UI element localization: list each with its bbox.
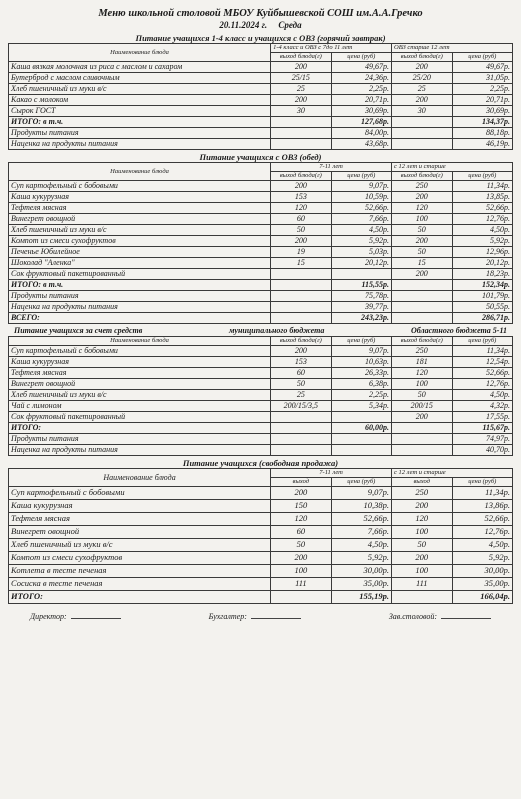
price-cell: 84,00р. bbox=[331, 128, 391, 139]
output-cell: 50 bbox=[271, 539, 331, 552]
dish-name-cell: Каша кукурузная bbox=[9, 500, 271, 513]
group-header: ОВЗ старше 12 лет bbox=[392, 44, 513, 53]
price-cell: 52,66р. bbox=[452, 203, 513, 214]
dish-name-cell: Винегрет овощной bbox=[9, 214, 271, 225]
dish-name-cell: Бутерброд с маслом сливочным bbox=[9, 73, 271, 84]
output-cell: 25 bbox=[271, 390, 331, 401]
table-row bbox=[9, 302, 513, 313]
dish-name-cell: Тефтеля мясная bbox=[9, 513, 271, 526]
table-row bbox=[9, 368, 513, 379]
table-row bbox=[9, 401, 513, 412]
price-cell: 155,19р. bbox=[331, 591, 391, 604]
document-title: Меню школьной столовой МБОУ Куйбышевской СОШ им.А.А.Гречко bbox=[98, 8, 423, 19]
price-cell: 18,23р. bbox=[452, 269, 513, 280]
output-cell: 181 bbox=[392, 357, 452, 368]
dish-name-cell: Хлеб пшеничный из муки в/с bbox=[9, 390, 271, 401]
price-cell: 4,50р. bbox=[452, 539, 513, 552]
price-cell: 31,05р. bbox=[452, 73, 513, 84]
output-cell: 111 bbox=[392, 578, 452, 591]
output-cell: 250 bbox=[392, 346, 452, 357]
price-cell: 2,25р. bbox=[331, 84, 391, 95]
price-cell bbox=[331, 412, 391, 423]
table-row bbox=[9, 106, 513, 117]
dish-name-cell: Суп картофельный с бобовыми bbox=[9, 487, 271, 500]
output-cell: 100 bbox=[392, 526, 452, 539]
dish-name-cell: Хлеб пшеничный из муки в/с bbox=[9, 225, 271, 236]
column-header-output: выход блюда(г) bbox=[271, 337, 331, 346]
price-cell: 35,00р. bbox=[331, 578, 391, 591]
price-cell: 6,38р. bbox=[331, 379, 391, 390]
price-cell: 30,69р. bbox=[331, 106, 391, 117]
section-breakfast-title: Питание учащихся 1-4 класс и учащихся с ОВЗ (горячий завтрак) bbox=[135, 33, 386, 43]
output-cell: 200 bbox=[392, 236, 452, 247]
dish-name-cell: Наценка на продукты питания bbox=[9, 302, 271, 313]
table-row bbox=[9, 214, 513, 225]
output-cell bbox=[392, 280, 452, 291]
output-cell: 25 bbox=[271, 84, 331, 95]
table-row bbox=[9, 379, 513, 390]
column-header-name: Наименование блюда bbox=[9, 469, 271, 487]
output-cell bbox=[392, 313, 452, 324]
output-cell bbox=[271, 412, 331, 423]
column-header-price: цена (руб) bbox=[452, 53, 513, 62]
price-cell: 20,71р. bbox=[331, 95, 391, 106]
output-cell: 50 bbox=[392, 225, 452, 236]
output-cell: 50 bbox=[392, 247, 452, 258]
price-cell: 12,76р. bbox=[452, 214, 513, 225]
output-cell: 200 bbox=[392, 269, 452, 280]
price-cell: 43,68р. bbox=[331, 139, 391, 150]
group-header: с 12 лет и старше bbox=[392, 469, 513, 478]
price-cell: 9,07р. bbox=[331, 346, 391, 357]
price-cell: 4,50р. bbox=[452, 390, 513, 401]
dish-name-cell: Шоколад "Аленка" bbox=[9, 258, 271, 269]
table-row bbox=[9, 513, 513, 526]
output-cell: 120 bbox=[392, 513, 452, 526]
column-header-output: выход блюда(г) bbox=[271, 172, 331, 181]
price-cell: 5,92р. bbox=[331, 236, 391, 247]
table-row bbox=[9, 445, 513, 456]
output-cell: 25/15 bbox=[271, 73, 331, 84]
price-cell: 17,55р. bbox=[452, 412, 513, 423]
signature-underline bbox=[71, 618, 121, 619]
output-cell bbox=[271, 280, 331, 291]
budget-table bbox=[8, 336, 513, 456]
table-row bbox=[9, 247, 513, 258]
table-row bbox=[9, 591, 513, 604]
dish-name-cell: Суп картофельный с бобовыми bbox=[9, 181, 271, 192]
table-header-row bbox=[9, 163, 513, 172]
output-cell bbox=[271, 423, 331, 434]
dish-name-cell: ВСЕГО: bbox=[9, 313, 271, 324]
table-row bbox=[9, 500, 513, 513]
column-header-price: цена (руб) bbox=[331, 53, 391, 62]
price-cell: 50,55р. bbox=[452, 302, 513, 313]
price-cell: 52,66р. bbox=[452, 368, 513, 379]
price-cell: 52,66р. bbox=[331, 513, 391, 526]
output-cell: 50 bbox=[392, 539, 452, 552]
table-row bbox=[9, 346, 513, 357]
output-cell: 200 bbox=[271, 487, 331, 500]
canteen-label: Зав.столовой: bbox=[388, 612, 437, 621]
output-cell: 200 bbox=[271, 346, 331, 357]
output-cell bbox=[392, 302, 452, 313]
dish-name-cell: Тефтеля мясная bbox=[9, 203, 271, 214]
output-cell: 111 bbox=[271, 578, 331, 591]
price-cell: 166,04р. bbox=[452, 591, 513, 604]
dish-name-cell: Суп картофельный с бобовыми bbox=[9, 346, 271, 357]
dish-name-cell: Чай с лимоном bbox=[9, 401, 271, 412]
output-cell: 200 bbox=[271, 236, 331, 247]
price-cell: 26,33р. bbox=[331, 368, 391, 379]
price-cell: 39,77р. bbox=[331, 302, 391, 313]
output-cell bbox=[271, 128, 331, 139]
output-cell: 50 bbox=[392, 390, 452, 401]
dish-name-cell: Сок фруктовый пакетированный bbox=[9, 269, 271, 280]
section-lunch-title: Питание учащихся с ОВЗ (обед) bbox=[199, 152, 322, 162]
price-cell: 115,67р. bbox=[452, 423, 513, 434]
canteen-signature bbox=[389, 612, 491, 621]
dish-name-cell: Винегрет овощной bbox=[9, 379, 271, 390]
output-cell bbox=[271, 291, 331, 302]
price-cell: 13,85р. bbox=[452, 192, 513, 203]
table-row bbox=[9, 291, 513, 302]
price-cell: 35,00р. bbox=[452, 578, 513, 591]
dish-name-cell: Печенье Юбилейное bbox=[9, 247, 271, 258]
output-cell: 60 bbox=[271, 526, 331, 539]
table-row bbox=[9, 539, 513, 552]
output-cell: 120 bbox=[271, 203, 331, 214]
price-cell bbox=[331, 445, 391, 456]
price-cell: 30,00р. bbox=[452, 565, 513, 578]
table-row bbox=[9, 526, 513, 539]
dish-name-cell: Продукты питания bbox=[9, 434, 271, 445]
output-cell bbox=[271, 445, 331, 456]
price-cell: 4,50р. bbox=[452, 225, 513, 236]
breakfast-table bbox=[8, 43, 513, 150]
column-header-price: цена (руб) bbox=[331, 478, 391, 487]
output-cell: 19 bbox=[271, 247, 331, 258]
output-cell: 15 bbox=[392, 258, 452, 269]
document-date-line bbox=[8, 20, 513, 31]
table-row bbox=[9, 73, 513, 84]
price-cell bbox=[331, 269, 391, 280]
price-cell: 46,19р. bbox=[452, 139, 513, 150]
output-cell bbox=[392, 423, 452, 434]
price-cell: 152,34р. bbox=[452, 280, 513, 291]
price-cell: 75,78р. bbox=[331, 291, 391, 302]
price-cell: 20,12р. bbox=[452, 258, 513, 269]
output-cell: 250 bbox=[392, 487, 452, 500]
output-cell bbox=[271, 117, 331, 128]
column-header-price: цена (руб) bbox=[452, 172, 513, 181]
column-header-output: выход bbox=[271, 478, 331, 487]
price-cell: 60,00р. bbox=[331, 423, 391, 434]
dish-name-cell: ИТОГО: bbox=[9, 591, 271, 604]
dish-name-cell: Наценка на продукты питания bbox=[9, 445, 271, 456]
output-cell bbox=[392, 591, 452, 604]
price-cell: 30,69р. bbox=[452, 106, 513, 117]
column-header-price: цена (руб) bbox=[331, 172, 391, 181]
column-header-output: выход блюда(г) bbox=[392, 53, 452, 62]
table-row bbox=[9, 139, 513, 150]
document-date: 20.11.2024 г. bbox=[219, 20, 268, 30]
output-cell: 100 bbox=[392, 565, 452, 578]
price-cell: 11,34р. bbox=[452, 181, 513, 192]
output-cell: 150 bbox=[271, 500, 331, 513]
price-cell: 74,97р. bbox=[452, 434, 513, 445]
price-cell: 115,55р. bbox=[331, 280, 391, 291]
price-cell: 243,23р. bbox=[331, 313, 391, 324]
table-row bbox=[9, 181, 513, 192]
price-cell: 101,79р. bbox=[452, 291, 513, 302]
dish-name-cell: Продукты питания bbox=[9, 291, 271, 302]
table-header-row bbox=[9, 44, 513, 53]
table-row bbox=[9, 128, 513, 139]
table-row bbox=[9, 117, 513, 128]
price-cell: 12,96р. bbox=[452, 247, 513, 258]
price-cell: 30,00р. bbox=[331, 565, 391, 578]
price-cell: 24,36р. bbox=[331, 73, 391, 84]
output-cell: 153 bbox=[271, 192, 331, 203]
dish-name-cell: ИТОГО: в т.ч. bbox=[9, 117, 271, 128]
dish-name-cell: Сосиска в тесте печеная bbox=[9, 578, 271, 591]
price-cell: 11,34р. bbox=[452, 487, 513, 500]
price-cell: 13,86р. bbox=[452, 500, 513, 513]
price-cell: 40,70р. bbox=[452, 445, 513, 456]
group-header: 7-11 лет bbox=[271, 163, 392, 172]
dish-name-cell: Хлеб пшеничный из муки в/с bbox=[9, 84, 271, 95]
output-cell: 200 bbox=[392, 95, 452, 106]
price-cell: 4,50р. bbox=[331, 539, 391, 552]
dish-name-cell: Продукты питания bbox=[9, 128, 271, 139]
lunch-table bbox=[8, 162, 513, 324]
signature-underline bbox=[251, 618, 301, 619]
signature-line bbox=[8, 612, 513, 621]
table-row bbox=[9, 236, 513, 247]
output-cell: 200 bbox=[271, 181, 331, 192]
output-cell: 250 bbox=[392, 181, 452, 192]
group-header: 7-11 лет bbox=[271, 469, 392, 478]
signature-underline bbox=[441, 618, 491, 619]
column-header-price: цена (руб) bbox=[452, 337, 513, 346]
column-header-name: Наименование блюда bbox=[9, 337, 271, 346]
output-cell bbox=[392, 434, 452, 445]
output-cell: 15 bbox=[271, 258, 331, 269]
column-header-name: Наименование блюда bbox=[9, 44, 271, 62]
table-row bbox=[9, 62, 513, 73]
price-cell: 9,07р. bbox=[331, 487, 391, 500]
output-cell: 100 bbox=[271, 565, 331, 578]
table-row bbox=[9, 192, 513, 203]
dish-name-cell: Хлеб пшеничный из муки в/с bbox=[9, 539, 271, 552]
column-header-output: выход блюда(г) bbox=[392, 337, 452, 346]
dish-name-cell: Наценка на продукты питания bbox=[9, 139, 271, 150]
output-cell bbox=[392, 128, 452, 139]
price-cell: 20,12р. bbox=[331, 258, 391, 269]
output-cell bbox=[392, 117, 452, 128]
output-cell bbox=[271, 434, 331, 445]
budget-title-right: Областного бюджета 5-11 bbox=[410, 326, 507, 335]
table-row bbox=[9, 280, 513, 291]
price-cell: 49,67р. bbox=[452, 62, 513, 73]
table-row bbox=[9, 487, 513, 500]
output-cell: 200 bbox=[271, 62, 331, 73]
output-cell: 30 bbox=[392, 106, 452, 117]
accountant-signature bbox=[209, 612, 301, 621]
output-cell: 25 bbox=[392, 84, 452, 95]
output-cell: 50 bbox=[271, 379, 331, 390]
output-cell: 120 bbox=[271, 513, 331, 526]
output-cell bbox=[271, 269, 331, 280]
price-cell: 4,32р. bbox=[452, 401, 513, 412]
price-cell: 10,63р. bbox=[331, 357, 391, 368]
dish-name-cell: Винегрет овощной bbox=[9, 526, 271, 539]
price-cell: 5,34р. bbox=[331, 401, 391, 412]
table-row bbox=[9, 552, 513, 565]
dish-name-cell: Каша кукурузная bbox=[9, 192, 271, 203]
output-cell bbox=[392, 139, 452, 150]
price-cell: 10,38р. bbox=[331, 500, 391, 513]
table-header-row bbox=[9, 469, 513, 478]
section-free-sale-title: Питание учащихся (свободная продажа) bbox=[182, 458, 339, 468]
price-cell: 2,25р. bbox=[331, 390, 391, 401]
price-cell: 11,34р. bbox=[452, 346, 513, 357]
column-header-output: выход блюда(г) bbox=[392, 172, 452, 181]
table-row bbox=[9, 95, 513, 106]
table-row bbox=[9, 423, 513, 434]
output-cell bbox=[271, 302, 331, 313]
group-header: с 12 лет и старше bbox=[392, 163, 513, 172]
output-cell: 60 bbox=[271, 214, 331, 225]
price-cell: 4,50р. bbox=[331, 225, 391, 236]
output-cell: 60 bbox=[271, 368, 331, 379]
output-cell: 200 bbox=[271, 95, 331, 106]
output-cell bbox=[392, 445, 452, 456]
output-cell bbox=[271, 591, 331, 604]
dish-name-cell: Сок фруктовый пакетированный bbox=[9, 412, 271, 423]
table-row bbox=[9, 357, 513, 368]
dish-name-cell: Котлета в тесте печеная bbox=[9, 565, 271, 578]
price-cell: 52,66р. bbox=[452, 513, 513, 526]
price-cell: 49,67р. bbox=[331, 62, 391, 73]
price-cell: 20,71р. bbox=[452, 95, 513, 106]
table-row bbox=[9, 269, 513, 280]
group-header: 1-4 класс и ОВЗ с 7до 11 лет bbox=[271, 44, 392, 53]
price-cell: 7,66р. bbox=[331, 214, 391, 225]
column-header-price: цена (руб) bbox=[452, 478, 513, 487]
price-cell: 7,66р. bbox=[331, 526, 391, 539]
output-cell: 200/15/3,5 bbox=[271, 401, 331, 412]
free-sale-table bbox=[8, 468, 513, 604]
column-header-name: Наименование блюда bbox=[9, 163, 271, 181]
dish-name-cell: Каша кукурузная bbox=[9, 357, 271, 368]
table-header-row bbox=[9, 337, 513, 346]
price-cell: 5,92р. bbox=[452, 236, 513, 247]
output-cell: 100 bbox=[392, 214, 452, 225]
price-cell: 2,25р. bbox=[452, 84, 513, 95]
table-row bbox=[9, 434, 513, 445]
dish-name-cell: ИТОГО: bbox=[9, 423, 271, 434]
column-header-output: выход bbox=[392, 478, 452, 487]
budget-title-mid: муниципального бюджета bbox=[228, 326, 325, 335]
table-row bbox=[9, 203, 513, 214]
output-cell: 200/15 bbox=[392, 401, 452, 412]
price-cell: 88,18р. bbox=[452, 128, 513, 139]
accountant-label: Бухгалтер: bbox=[208, 612, 247, 621]
output-cell: 200 bbox=[392, 412, 452, 423]
table-row bbox=[9, 313, 513, 324]
output-cell: 200 bbox=[392, 62, 452, 73]
price-cell: 10,59р. bbox=[331, 192, 391, 203]
director-signature bbox=[30, 612, 121, 621]
price-cell: 286,71р. bbox=[452, 313, 513, 324]
dish-name-cell: Какао с молоком bbox=[9, 95, 271, 106]
director-label: Директор: bbox=[30, 612, 67, 621]
section-budget-title bbox=[8, 326, 513, 336]
budget-title-left: Питание учащихся за счет средств bbox=[14, 326, 143, 335]
table-row bbox=[9, 258, 513, 269]
output-cell: 120 bbox=[392, 368, 452, 379]
table-row bbox=[9, 565, 513, 578]
table-row bbox=[9, 84, 513, 95]
output-cell bbox=[271, 313, 331, 324]
output-cell: 50 bbox=[271, 225, 331, 236]
output-cell: 120 bbox=[392, 203, 452, 214]
price-cell: 12,54р. bbox=[452, 357, 513, 368]
output-cell: 153 bbox=[271, 357, 331, 368]
price-cell: 12,76р. bbox=[452, 379, 513, 390]
dish-name-cell: Компот из смеси сухофруктов bbox=[9, 552, 271, 565]
dish-name-cell: Тефтеля мясная bbox=[9, 368, 271, 379]
dish-name-cell: Каша вязкая молочная из риса с маслом и сахаром bbox=[9, 62, 271, 73]
price-cell: 12,76р. bbox=[452, 526, 513, 539]
price-cell: 5,92р. bbox=[331, 552, 391, 565]
output-cell: 200 bbox=[392, 500, 452, 513]
price-cell: 134,37р. bbox=[452, 117, 513, 128]
dish-name-cell: Сырок ГОСТ bbox=[9, 106, 271, 117]
table-row bbox=[9, 390, 513, 401]
output-cell: 100 bbox=[392, 379, 452, 390]
price-cell: 9,07р. bbox=[331, 181, 391, 192]
document-weekday: Среда bbox=[278, 20, 302, 30]
table-row bbox=[9, 225, 513, 236]
column-header-output: выход блюда(г) bbox=[271, 53, 331, 62]
table-row bbox=[9, 578, 513, 591]
output-cell: 200 bbox=[392, 552, 452, 565]
output-cell bbox=[271, 139, 331, 150]
price-cell: 52,66р. bbox=[331, 203, 391, 214]
output-cell: 200 bbox=[271, 552, 331, 565]
output-cell bbox=[392, 291, 452, 302]
price-cell: 5,03р. bbox=[331, 247, 391, 258]
price-cell: 127,68р. bbox=[331, 117, 391, 128]
output-cell: 30 bbox=[271, 106, 331, 117]
price-cell bbox=[331, 434, 391, 445]
dish-name-cell: ИТОГО: в т.ч. bbox=[9, 280, 271, 291]
output-cell: 200 bbox=[392, 192, 452, 203]
price-cell: 5,92р. bbox=[452, 552, 513, 565]
column-header-price: цена (руб) bbox=[331, 337, 391, 346]
output-cell: 25/20 bbox=[392, 73, 452, 84]
dish-name-cell: Компот из смеси сухофруктов bbox=[9, 236, 271, 247]
table-row bbox=[9, 412, 513, 423]
